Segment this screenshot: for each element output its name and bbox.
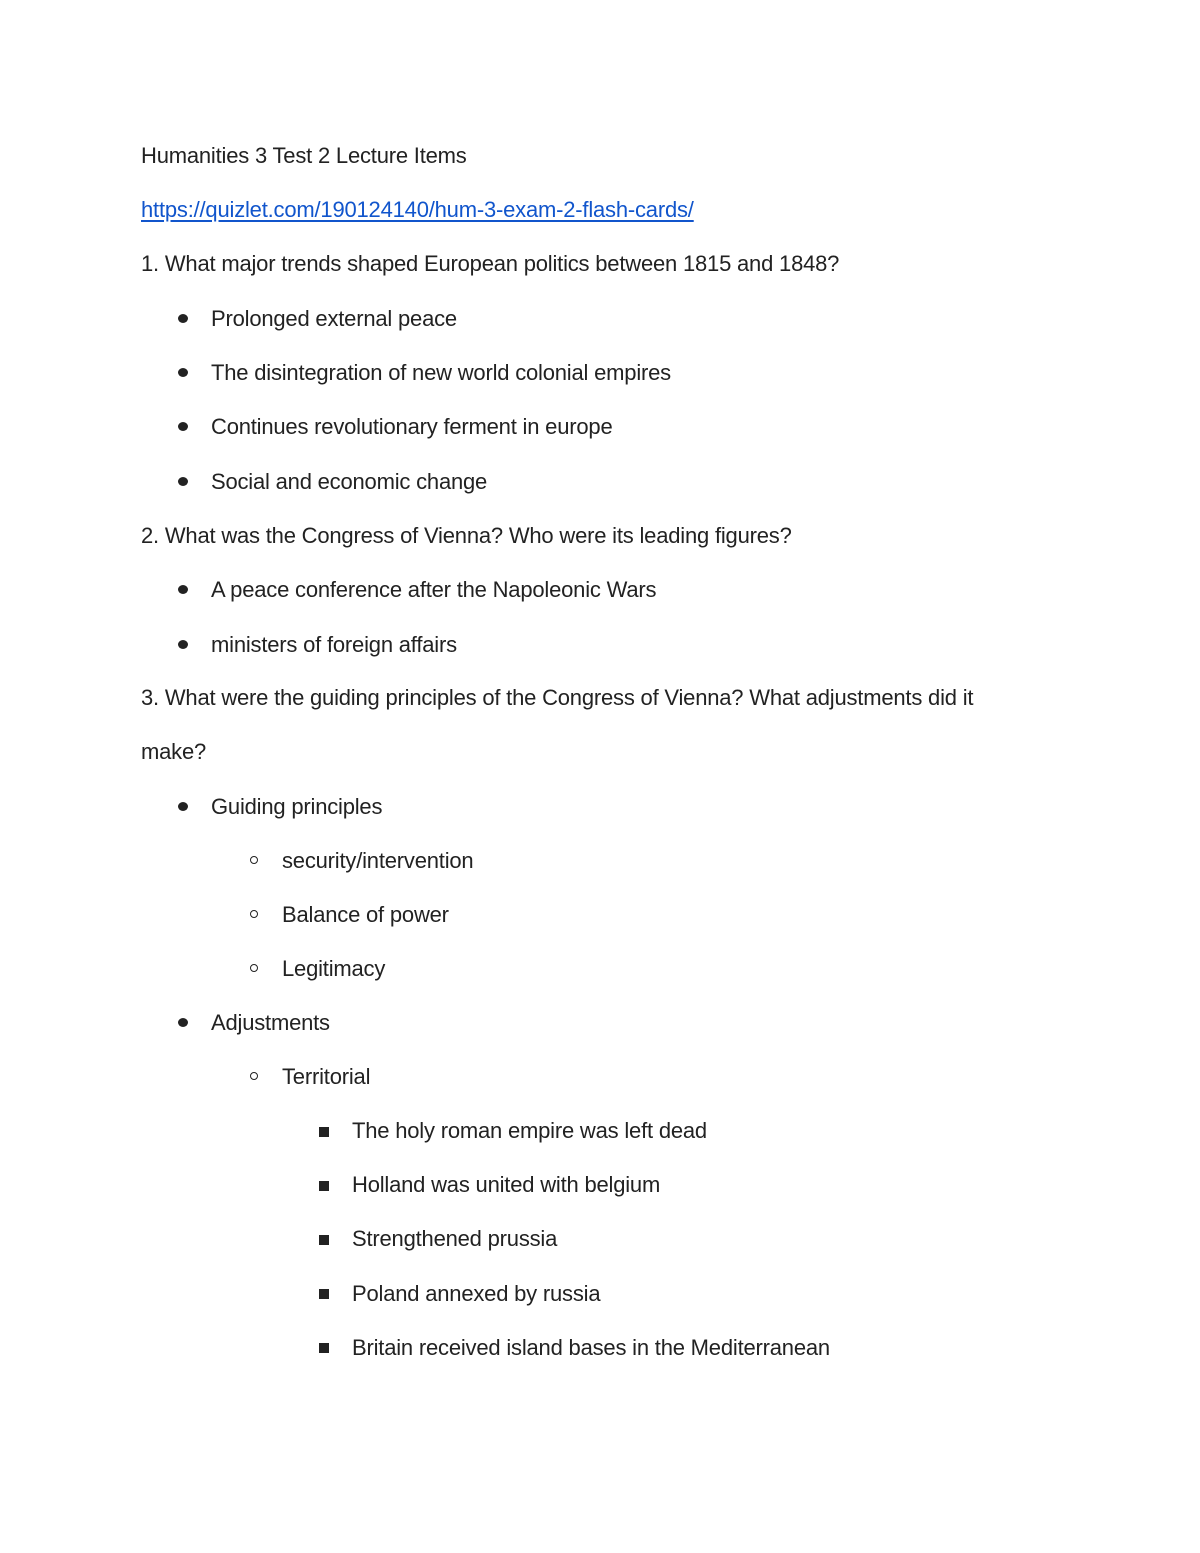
circle-bullet-icon [250,910,258,918]
disc-bullet-icon [178,422,188,431]
disc-bullet-icon [178,1018,188,1027]
disc-bullet-icon [178,585,188,594]
square-bullet-icon [319,1181,329,1191]
question-2: 2. What was the Congress of Vienna? Who were its leading figures? [141,523,792,548]
list-item: Social and economic change [211,469,488,494]
square-bullet-icon [319,1127,329,1137]
list-item: A peace conference after the Napoleonic Wars [211,577,657,602]
disc-bullet-icon [178,477,188,486]
list-item: Balance of power [282,902,449,927]
question-3-line-2: make? [141,739,207,764]
disc-bullet-icon [178,640,188,649]
list-item: Holland was united with belgium [352,1172,661,1197]
list-item: The disintegration of new world colonial empires [211,360,671,385]
list-item: ministers of foreign affairs [211,632,457,657]
list-item: The holy roman empire was left dead [352,1118,707,1143]
question-3-line-1: 3. What were the guiding principles of the Congress of Vienna? What adjustments did it [141,685,974,710]
circle-bullet-icon [250,1072,258,1080]
square-bullet-icon [319,1289,329,1299]
question-1: 1. What major trends shaped European politics between 1815 and 1848? [141,251,840,276]
square-bullet-icon [319,1343,329,1353]
list-item: Strengthened prussia [352,1226,558,1251]
list-item: Poland annexed by russia [352,1281,601,1306]
guiding-principles-label: Guiding principles [211,794,383,819]
list-item: security/intervention [282,848,474,873]
document-title: Humanities 3 Test 2 Lecture Items [141,143,467,168]
disc-bullet-icon [178,314,188,323]
quizlet-link[interactable]: https://quizlet.com/190124140/hum-3-exam-2-flash-cards/ [141,197,694,222]
territorial-label: Territorial [282,1064,371,1089]
disc-bullet-icon [178,802,188,811]
disc-bullet-icon [178,368,188,377]
list-item: Britain received island bases in the Mediterranean [352,1335,830,1360]
circle-bullet-icon [250,856,258,864]
adjustments-label: Adjustments [211,1010,330,1035]
square-bullet-icon [319,1235,329,1245]
circle-bullet-icon [250,964,258,972]
list-item: Prolonged external peace [211,306,457,331]
list-item: Legitimacy [282,956,386,981]
list-item: Continues revolutionary ferment in europe [211,414,613,439]
